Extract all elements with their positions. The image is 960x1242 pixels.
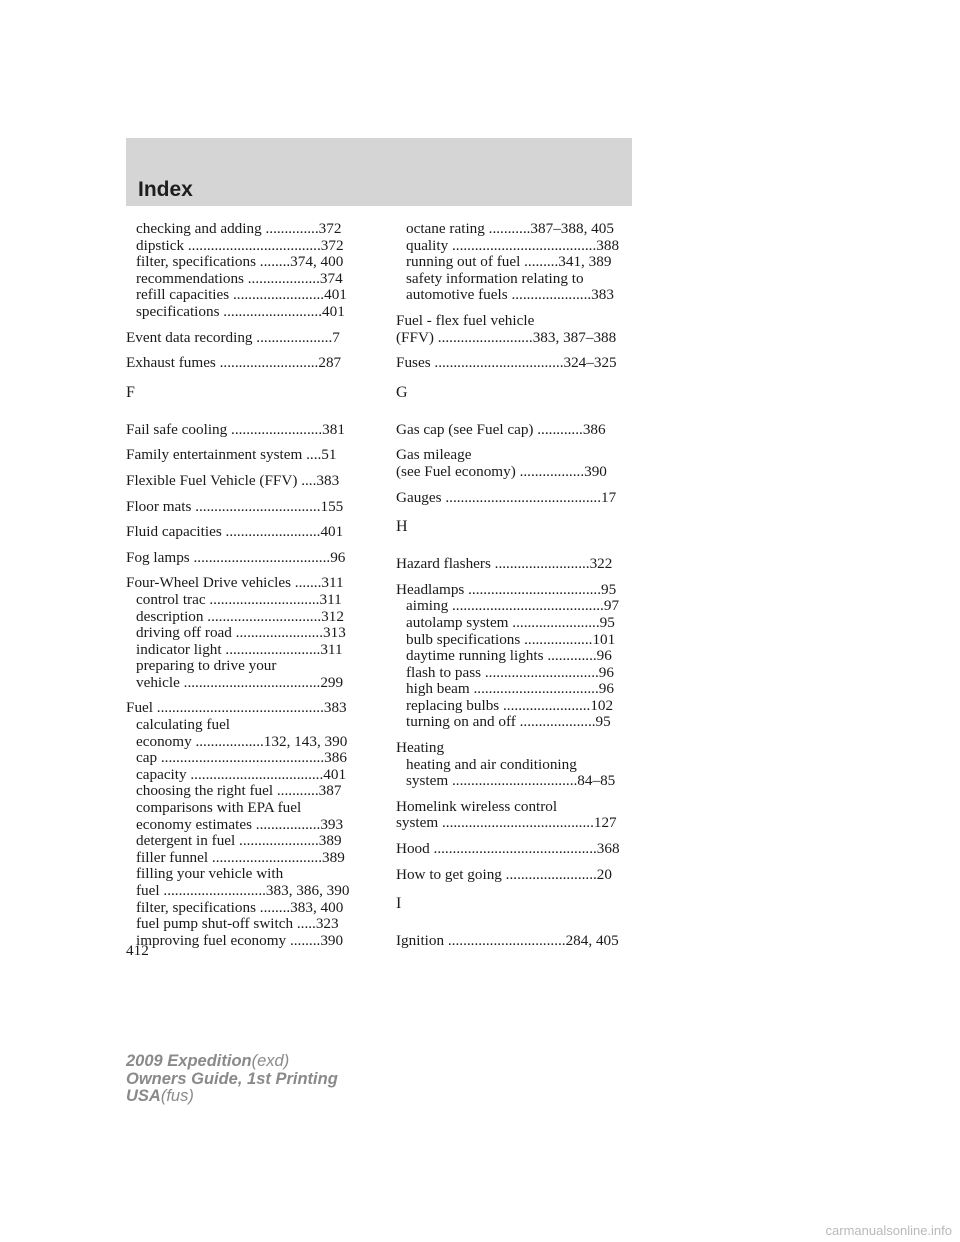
index-subentry: filter, specifications ........374, 400: [136, 254, 344, 271]
index-section-letter: H: [396, 518, 408, 536]
footer-market-code: (fus): [160, 1087, 194, 1105]
index-entry: [126, 422, 362, 439]
index-subentry: indicator light .........................311: [136, 641, 343, 658]
index-subentry: quality ......................................388: [406, 237, 620, 254]
index-subentry: filler funnel .............................389: [136, 849, 345, 866]
index-subentry: flash to pass ..............................96: [406, 664, 614, 681]
index-entry: [396, 313, 632, 346]
footer-model: 2009 Expedition: [126, 1052, 252, 1070]
index-column-right: [396, 221, 632, 959]
index-subentry: octane rating ...........387–388, 405: [406, 221, 614, 237]
index-subentry: choosing the right fuel ...........387: [136, 783, 342, 800]
index-subentry: system .................................84–85: [406, 773, 616, 790]
index-entry-line: Gas cap (see Fuel cap) ............386: [396, 421, 606, 438]
index-entry: [126, 330, 362, 347]
index-subentry: safety information relating to: [406, 270, 584, 287]
footer-model-code: (exd): [251, 1052, 290, 1070]
index-subentry: heating and air conditioning: [406, 756, 577, 773]
index-entry-line: Exhaust fumes ..........................287: [126, 355, 342, 372]
index-subentry: control trac .............................311: [136, 591, 342, 608]
page-title: Index: [138, 178, 193, 201]
index-subentry: improving fuel economy ........390: [136, 932, 344, 949]
print-footer: [126, 1053, 338, 1106]
index-subentry: turning on and off ....................95: [406, 714, 611, 731]
index-subentry: fuel ...........................383, 386, 390: [136, 883, 350, 899]
index-subentry: high beam .................................96: [406, 681, 614, 698]
index-section-letter: G: [396, 383, 408, 401]
index-entry: [396, 490, 632, 507]
index-entry-line: (see Fuel economy) .................390: [396, 463, 607, 480]
index-subentry: bulb specifications ..................101: [406, 631, 616, 648]
index-entry: [126, 499, 362, 516]
index-subentry: detergent in fuel .....................389: [136, 833, 342, 850]
index-entry-line: Four-Wheel Drive vehicles .......311: [126, 575, 344, 592]
index-column-left: [126, 221, 362, 958]
index-entry-line: Hood ...........................................368: [396, 841, 620, 858]
index-section-letter: I: [396, 895, 402, 913]
index-entry: [396, 799, 632, 832]
index-subentry: economy estimates .................393: [136, 816, 344, 833]
index-entry: [126, 575, 362, 691]
index-entry-line: Gas mileage: [396, 447, 472, 464]
index-entry: [126, 473, 362, 490]
index-entry: [126, 355, 362, 372]
index-entry-line: Floor mats .................................155: [126, 498, 344, 515]
index-entry: [396, 355, 632, 372]
index-entry-line: (FFV) .........................383, 387–388: [396, 329, 617, 346]
index-subentry: cap ...........................................386: [136, 750, 347, 767]
index-section-letter: F: [126, 383, 135, 401]
header-band: [126, 138, 632, 206]
index-subentry: autolamp system .......................95: [406, 614, 615, 631]
index-entry: [396, 582, 632, 731]
index-entry-line: Fog lamps ....................................96: [126, 549, 346, 566]
index-subentry: preparing to drive your: [136, 658, 277, 675]
index-subentry: aiming ........................................97: [406, 598, 620, 615]
index-subentry: filter, specifications ........383, 400: [136, 899, 344, 916]
index-subentry: fuel pump shut-off switch .....323: [136, 916, 339, 933]
page-number: 412: [126, 942, 149, 959]
index-subentry: driving off road .......................313: [136, 625, 346, 642]
index-entry-line: system ........................................127: [396, 815, 617, 832]
index-entry-line: Homelink wireless control: [396, 798, 558, 815]
index-entry-line: Ignition ...............................284, 405: [396, 933, 619, 950]
index-entry: [396, 556, 632, 573]
index-entry-line: Heating: [396, 740, 445, 757]
index-subentry: specifications ..........................401: [136, 303, 345, 320]
index-entry: [126, 524, 362, 541]
index-entry-line: Gauges .........................................17: [396, 489, 617, 506]
index-subentry: running out of fuel .........341, 389: [406, 254, 612, 271]
index-entry-line: Hazard flashers .........................322: [396, 556, 613, 573]
index-entry: [126, 550, 362, 567]
index-entry-line: Event data recording ....................7: [126, 329, 340, 346]
index-subentry: replacing bulbs .......................102: [406, 697, 614, 714]
index-entry-line: Fluid capacities .........................401: [126, 524, 344, 541]
index-subentry: calculating fuel: [136, 717, 231, 734]
index-entry-line: Family entertainment system ....51: [126, 447, 337, 464]
index-subentry: filling your vehicle with: [136, 866, 284, 883]
index-subentry: recommendations ...................374: [136, 270, 343, 287]
index-entry: [126, 221, 362, 321]
index-entry-line: Fuses ..................................324–325: [396, 355, 617, 372]
index-subentry: daytime running lights .............96: [406, 648, 612, 665]
index-subentry: comparisons with EPA fuel: [136, 800, 302, 817]
index-subentry: dipstick ...................................372: [136, 237, 344, 254]
index-entry: [126, 447, 362, 464]
index-entry-line: Fuel - flex fuel vehicle: [396, 312, 535, 329]
index-entry: [396, 933, 632, 950]
footer-market: USA: [126, 1087, 161, 1105]
index-entry-line: Flexible Fuel Vehicle (FFV) ....383: [126, 472, 340, 489]
index-subentry: economy ..................132, 143, 390: [136, 733, 348, 750]
index-entry: [396, 740, 632, 790]
index-entry-line: Fail safe cooling ........................381: [126, 421, 345, 438]
index-entry: [396, 447, 632, 480]
index-entry-line: How to get going ........................20: [396, 866, 612, 883]
index-entry: [396, 221, 632, 304]
index-subentry: checking and adding ..............372: [136, 221, 342, 237]
index-subentry: description ..............................312: [136, 608, 344, 625]
index-subentry: refill capacities ........................401: [136, 287, 347, 304]
index-entry: [396, 867, 632, 884]
index-entry: [126, 700, 362, 949]
index-subentry: vehicle ....................................299: [136, 674, 344, 691]
watermark: carmanualsonline.info: [825, 1223, 952, 1238]
index-subentry: automotive fuels .....................383: [406, 287, 614, 304]
index-entry-line: Fuel ............................................383: [126, 700, 347, 717]
index-subentry: capacity ...................................401: [136, 766, 347, 783]
footer-printing: Owners Guide, 1st Printing: [126, 1069, 338, 1088]
index-entry: [396, 841, 632, 858]
index-entry: [396, 422, 632, 439]
index-entry-line: Headlamps ...................................95: [396, 581, 617, 598]
